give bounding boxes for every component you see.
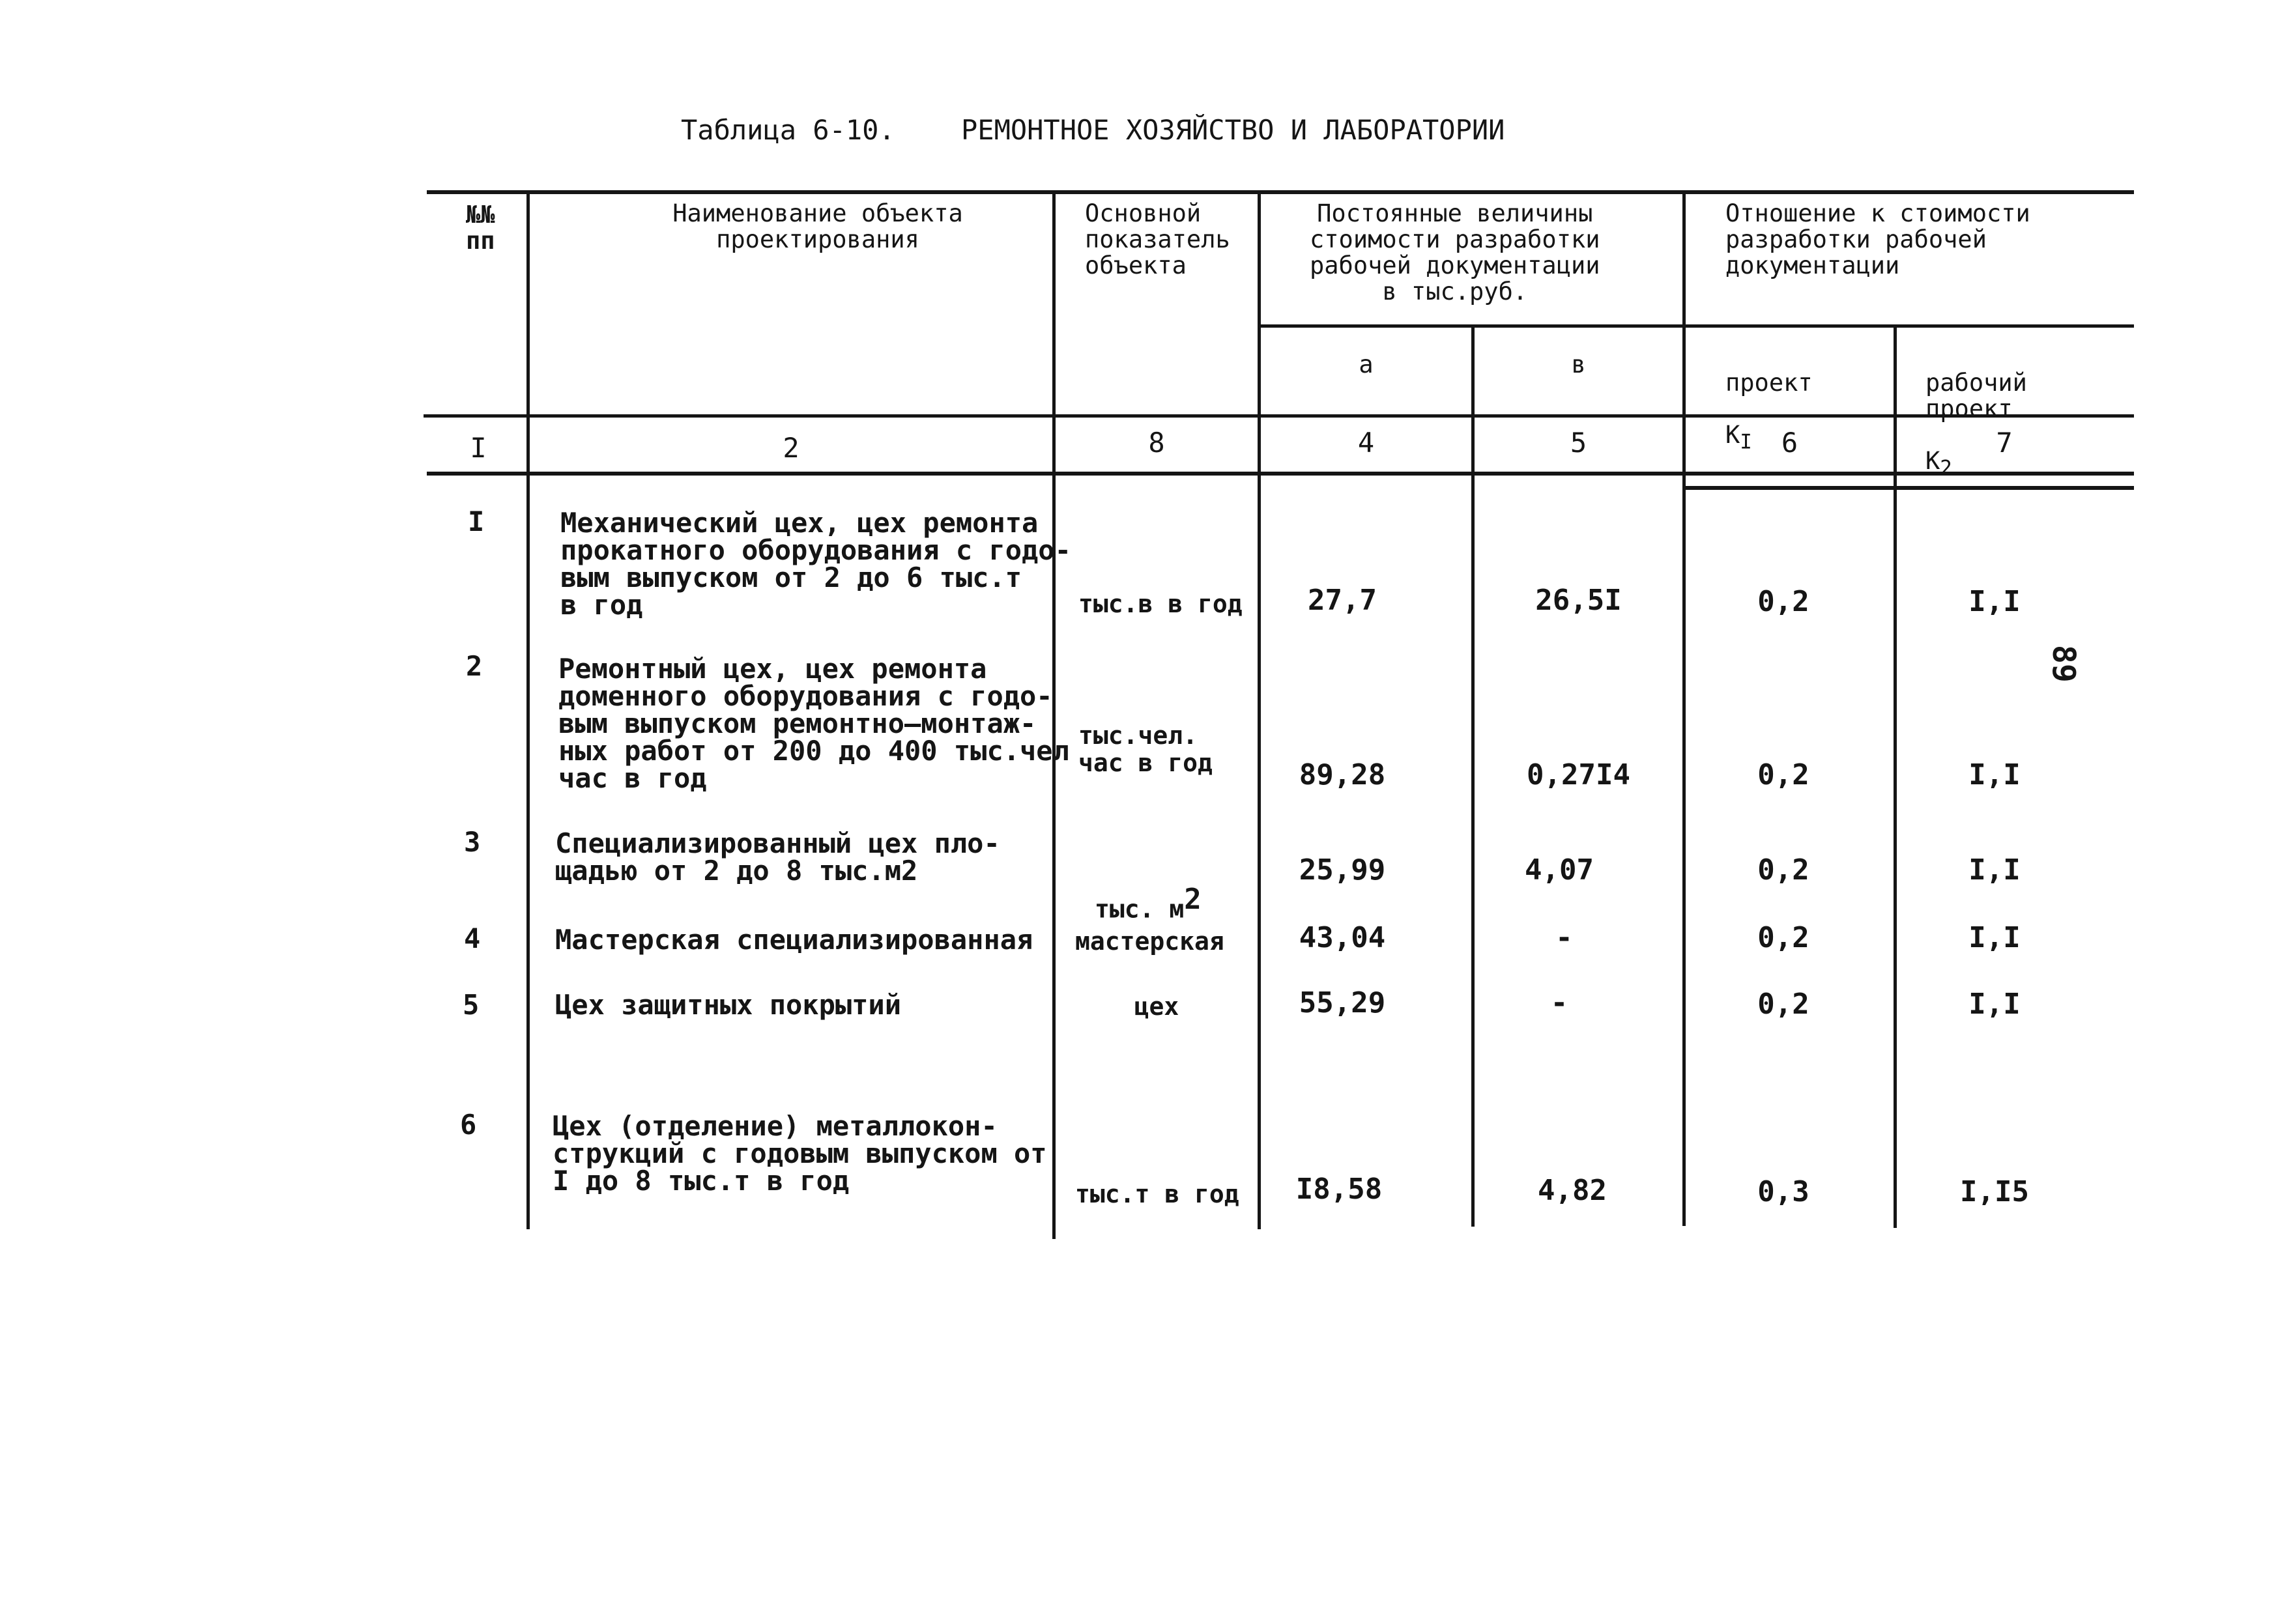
- header-indicator: Основной показатель объекта: [1085, 199, 1230, 279]
- row-5-indicator: цех: [1134, 992, 1179, 1021]
- header-k1-symbol: К: [1725, 421, 1740, 449]
- rule-col-5: [1682, 190, 1686, 1226]
- row-2-indicator: тыс.чел. час в год: [1078, 721, 1213, 777]
- header-name: Наименование объекта проектирования: [672, 199, 963, 253]
- row-1-a: 27,7: [1308, 584, 1377, 617]
- header-ratio: Отношение к стоимости разработки рабочей документации: [1725, 199, 2030, 279]
- row-4-k1: 0,2: [1757, 921, 1809, 954]
- colnum-5: 5: [1570, 427, 1587, 459]
- header-num: №№ пп: [466, 201, 495, 255]
- rule-top: [427, 190, 2134, 194]
- row-1-k2: I,I: [1968, 585, 2021, 618]
- row-4-k2: I,I: [1968, 921, 2021, 954]
- row-3-indicator-text: тыс. м: [1095, 894, 1185, 924]
- header-k2: [1925, 344, 2027, 481]
- row-2-b: 0,27I4: [1527, 758, 1630, 791]
- row-3-b: 4,07: [1525, 853, 1594, 887]
- rule-col-1: [526, 190, 530, 1229]
- row-6-a: I8,58: [1295, 1173, 1383, 1206]
- row-4-name: Мастерская специализированная: [555, 924, 1033, 956]
- header-b: в: [1571, 350, 1586, 378]
- row-5-name: Цех защитных покрытий: [555, 989, 902, 1021]
- rule-colnum-bottom: [1684, 486, 2134, 490]
- header-k2-label: рабочий проект: [1925, 369, 2027, 423]
- row-5-k1: 0,2: [1757, 988, 1809, 1021]
- row-4-a: 43,04: [1299, 921, 1386, 954]
- row-1-b: 26,5I: [1535, 584, 1622, 617]
- row-1-k1: 0,2: [1757, 585, 1809, 618]
- row-4-indicator: мастерская: [1075, 927, 1224, 956]
- row-3-k1: 0,2: [1757, 853, 1809, 887]
- row-3-name: Специализированный цех пло- щадью от 2 до 8 тыс.м2: [555, 827, 1000, 887]
- rule-colnum-top: [427, 472, 2134, 476]
- row-2-name: Ремонтный цех, цех ремонта доменного оборудования с годо- вым выпуском ремонтно–монтаж- ных работ от 200 до 400 тыс.чел час в год: [558, 653, 1069, 794]
- row-3-num: 3: [464, 826, 481, 858]
- row-4-b: -: [1555, 921, 1573, 954]
- header-k2-symbol: К: [1925, 447, 1940, 475]
- row-1-indicator: тыс.в в год: [1078, 590, 1243, 618]
- page-number: 89: [2045, 645, 2082, 683]
- header-constants: Постоянные величины стоимости разработки рабочей документации в тыс.руб.: [1310, 199, 1600, 306]
- row-3-k2: I,I: [1968, 853, 2021, 887]
- row-6-b: 4,82: [1538, 1174, 1607, 1207]
- row-2-k2: I,I: [1968, 758, 2021, 791]
- row-5-num: 5: [463, 989, 480, 1021]
- row-3-indicator-sup: 2: [1184, 883, 1202, 916]
- row-1-num: I: [468, 506, 485, 537]
- row-5-b: -: [1550, 986, 1568, 1019]
- table-title: РЕМОНТНОЕ ХОЗЯЙСТВО И ЛАБОРАТОРИИ: [961, 114, 1505, 146]
- row-6-indicator: тыс.т в год: [1075, 1180, 1239, 1208]
- row-6-k2: I,I5: [1960, 1175, 2029, 1208]
- colnum-4: 4: [1357, 427, 1375, 459]
- colnum-6: 6: [1781, 427, 1798, 459]
- row-2-num: 2: [466, 650, 483, 682]
- row-4-num: 4: [464, 922, 481, 954]
- header-k1-sub: I: [1740, 430, 1752, 454]
- header-k1-label: проект: [1725, 369, 1813, 397]
- row-6-k1: 0,3: [1757, 1175, 1809, 1208]
- header-k2-sub: 2: [1940, 456, 1952, 480]
- row-5-a: 55,29: [1299, 986, 1386, 1019]
- row-5-k2: I,I: [1968, 988, 2021, 1021]
- rule-subheader: [1258, 324, 2134, 328]
- row-3-a: 25,99: [1299, 853, 1386, 887]
- row-6-num: 6: [460, 1109, 477, 1141]
- colnum-2: 2: [783, 432, 800, 464]
- row-6-name: Цех (отделение) металлокон- струкций с годовым выпуском от I до 8 тыс.т в год: [553, 1110, 1047, 1197]
- header-a: а: [1359, 350, 1374, 378]
- colnum-1: I: [470, 432, 487, 464]
- row-2-a: 89,28: [1299, 758, 1386, 791]
- table-label: Таблица 6-10.: [681, 114, 895, 146]
- rule-col-3: [1258, 190, 1261, 1229]
- row-1-name: Механический цех, цех ремонта прокатного оборудования с годо- вым выпуском от 2 до 6 тыс.т в год: [560, 507, 1071, 621]
- rule-header-bottom: [424, 414, 2134, 418]
- colnum-7: 7: [1996, 427, 2013, 459]
- row-3-indicator: [1095, 859, 1202, 923]
- row-2-k1: 0,2: [1757, 758, 1809, 791]
- colnum-3: 8: [1148, 427, 1165, 459]
